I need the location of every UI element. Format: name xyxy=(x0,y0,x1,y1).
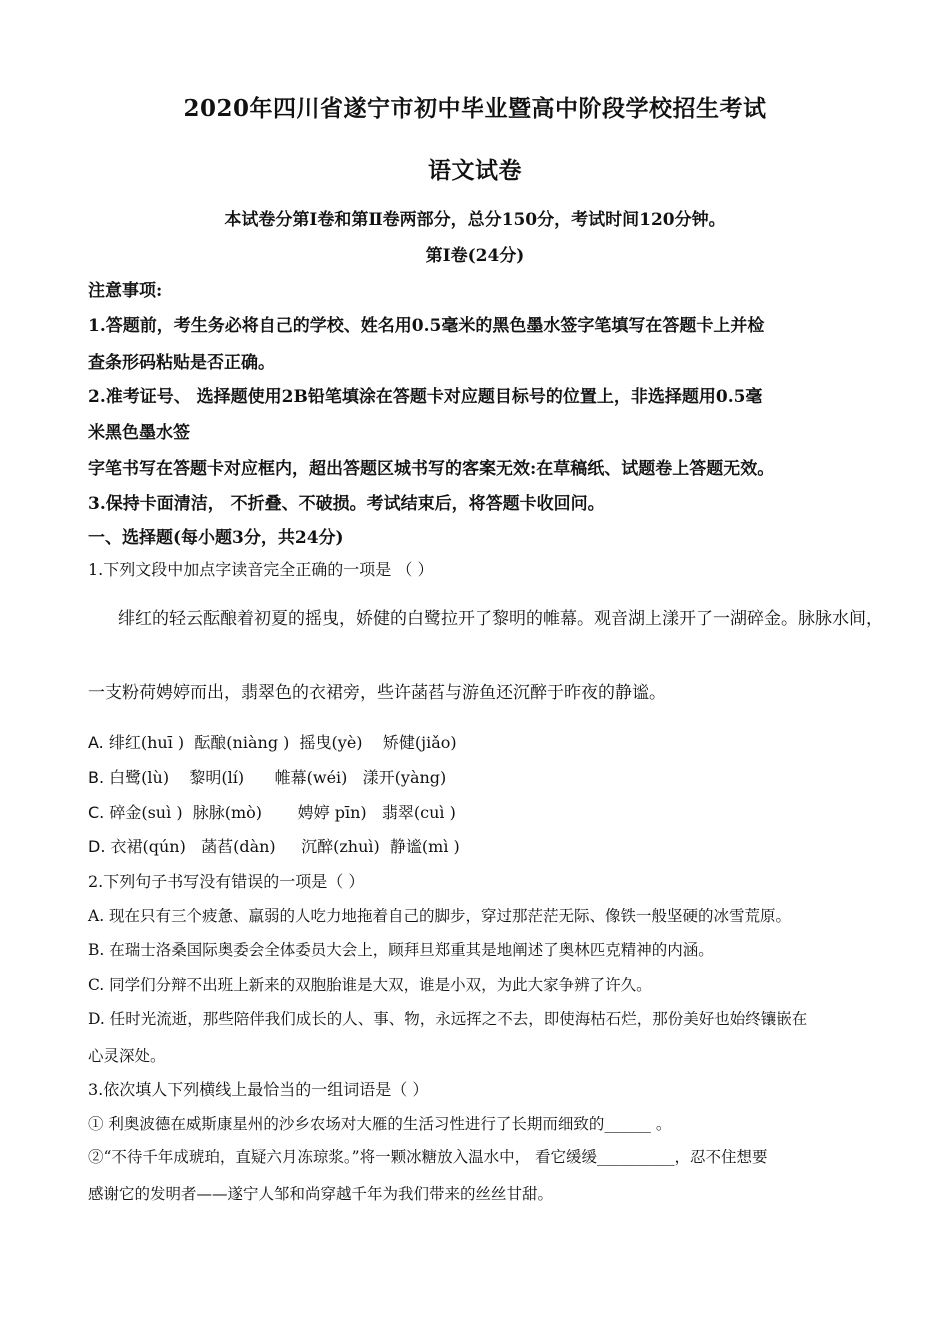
q2-option-c: C. 同学们分辩不出班上新来的双胞胎谁是大双，谁是小双，为此大家争辨了许久。 xyxy=(88,976,652,994)
exam-title: 2020年四川省遂宁市初中毕业暨高中阶段学校招生考试 xyxy=(183,95,767,122)
q1-option-d xyxy=(88,834,460,857)
q1-option-a xyxy=(88,730,457,753)
option-letter: D. xyxy=(88,837,106,856)
q2-option-d: D. 任时光流逝，那些陪伴我们成长的人、事、物，永远挥之不去，即使海枯石烂，那份美好也始终镶嵌在 xyxy=(88,1010,808,1028)
q1-passage-line-2: 一支粉荷娉婷而出，翡翠色的衣裙旁，些许菡萏与游鱼还沉醉于昨夜的静谧。 xyxy=(88,683,666,703)
q1-option-c xyxy=(88,800,456,823)
option-letter: C. xyxy=(88,803,105,822)
q1-option-b xyxy=(88,765,446,788)
q2-option-a: A. 现在只有三个疲惫、羸弱的人吃力地拖着自己的脚步，穿过那茫茫无际、像铁一般坚硬的冰雪荒原。 xyxy=(88,907,792,925)
part-one-heading: 第Ⅰ卷(24分) xyxy=(425,246,525,266)
exam-subtitle: 语文试卷 xyxy=(428,157,522,184)
notes-line-5: 字笔书写在答题卡对应框内，超出答题区城书写的客案无效:在草稿纸、试题卷上答题无效。 xyxy=(88,459,775,479)
q2-stem: 2.下列句子书写没有错误的一项是（ ） xyxy=(88,872,365,891)
option-letter: B. xyxy=(88,768,105,787)
option-text: 衣裙(qún) 菡萏(dàn) 沉醉(zhuì) 静谧(mì ) xyxy=(105,837,460,856)
section-one-heading: 一、选择题(每小题3分，共24分) xyxy=(88,528,344,548)
exam-info: 本试卷分第Ⅰ卷和第Ⅱ卷两部分，总分150分，考试时间120分钟。 xyxy=(224,210,726,230)
q2-option-d-continued: 心灵深处。 xyxy=(88,1047,166,1065)
notes-line-1: 1.答题前，考生务必将自己的学校、姓名用0.5毫米的黑色墨水签字笔填写在答题卡上并检 xyxy=(88,316,765,336)
q3-item-1: ① 利奥波德在威斯康星州的沙乡农场对大雁的生活习性进行了长期而细致的______ 。 xyxy=(88,1115,672,1133)
q3-item-2-line-1: ②“不待千年成琥珀，直疑六月冻琼浆。”将一颗冰糖放入温水中， 看它缓缓__________，忍不住想要 xyxy=(88,1148,768,1166)
notes-line-2: 查条形码粘贴是否正确。 xyxy=(88,353,275,373)
notes-line-3: 2.准考证号、 选择题使用2B铅笔填涂在答题卡对应题目标号的位置上，非选择题用0.5毫 xyxy=(88,387,763,407)
q3-item-2-line-2: 感谢它的发明者——遂宁人邹和尚穿越千年为我们带来的丝丝甘甜。 xyxy=(88,1185,554,1203)
q1-stem: 1.下列文段中加点字读音完全正确的一项是 （ ） xyxy=(88,560,434,579)
notes-heading: 注意事项: xyxy=(88,281,163,301)
q2-option-b: B. 在瑞士洛桑国际奥委会全体委员大会上，顾拜旦郑重其是地阐述了奥林匹克精神的内涵。 xyxy=(88,941,714,959)
q3-stem: 3.依次填人下列横线上最恰当的一组词语是（ ） xyxy=(88,1080,429,1099)
option-text: 白鹭(lù) 黎明(lí) 帷幕(wéi) 漾开(yàng) xyxy=(104,768,447,787)
notes-line-4: 米黑色墨水签 xyxy=(88,423,190,443)
notes-line-6: 3.保持卡面清洁， 不折叠、不破损。考试结束后，将答题卡收回问。 xyxy=(88,494,605,514)
option-letter: A. xyxy=(88,733,104,752)
q1-passage-line-1: 绯红的轻云酝酿着初夏的摇曳，娇健的白鹭拉开了黎明的帷幕。观音湖上漾开了一湖碎金。脉脉水间， xyxy=(118,609,883,629)
option-text: 绯红(huī ) 酝酿(niàng ) 摇曳(yè) 矫健(jiǎo) xyxy=(103,733,457,752)
option-text: 碎金(suì ) 脉脉(mò) 娉婷 pīn) 翡翠(cuì ) xyxy=(104,803,456,822)
